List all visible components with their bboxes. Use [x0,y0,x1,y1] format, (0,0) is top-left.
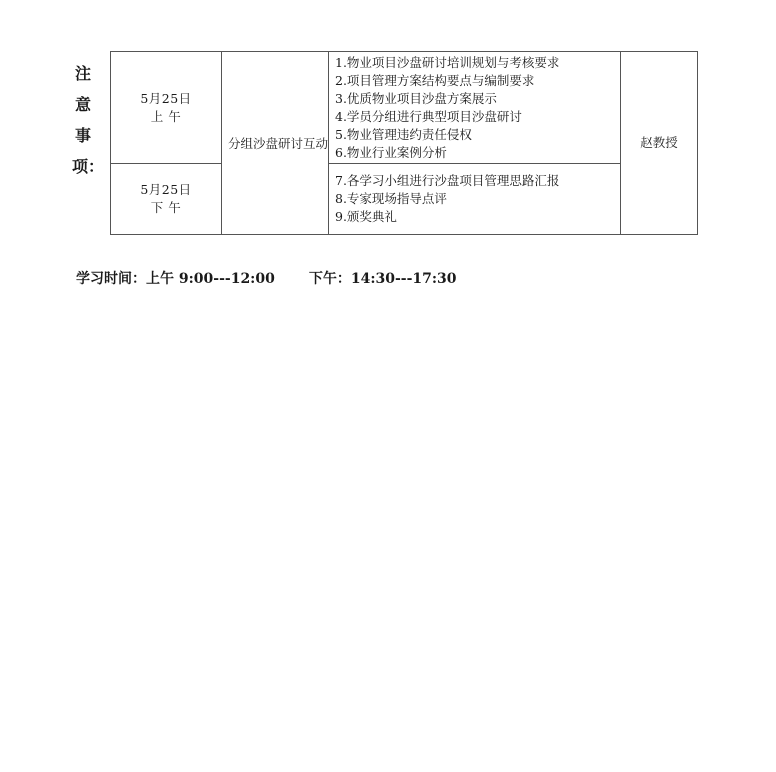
list-item: 3.优质物业项目沙盘方案展示 [335,91,497,106]
items-cell-afternoon [329,164,621,235]
list-item: 1.物业项目沙盘研讨培训规划与考核要求 [335,55,560,70]
schedule-table [110,51,698,235]
date-cell-afternoon [111,164,222,235]
date-text: 5月25日 [140,90,192,106]
list-item: 8.专家现场指导点评 [335,191,447,206]
notice-label-char: 事 [74,126,91,145]
teacher-name: 赵教授 [640,135,678,150]
notice-label-char: 注 [74,64,91,83]
period-text: 下 午 [150,200,182,215]
items-cell-morning [329,52,621,164]
teacher-cell [621,52,698,235]
topic-cell [222,52,329,235]
study-time-label: 学习时间： [76,271,146,287]
table-row-morning [111,52,698,164]
date-cell-morning [111,52,222,164]
list-item: 5.物业管理违约责任侵权 [335,127,472,142]
study-time-afternoon: 下午：14:30---17:30 [308,271,457,287]
date-text: 5月25日 [140,182,192,197]
period-text: 上 午 [150,108,182,124]
table-row-afternoon [111,164,698,235]
study-time-morning: 上午 9:00---12:00 [146,271,275,287]
list-item: 7.各学习小组进行沙盘项目管理思路汇报 [335,173,560,188]
topic-text: 分组沙盘研讨互动 [228,135,329,151]
notice-label-char: 意 [74,95,91,114]
list-item: 6.物业行业案例分析 [335,145,447,160]
notice-label [72,58,105,182]
study-time [76,268,457,288]
notice-label-char: 项： [72,157,105,176]
list-item: 4.学员分组进行典型项目沙盘研讨 [335,109,522,124]
list-item: 9.颁奖典礼 [335,209,397,224]
list-item: 2.项目管理方案结构要点与编制要求 [335,73,535,88]
